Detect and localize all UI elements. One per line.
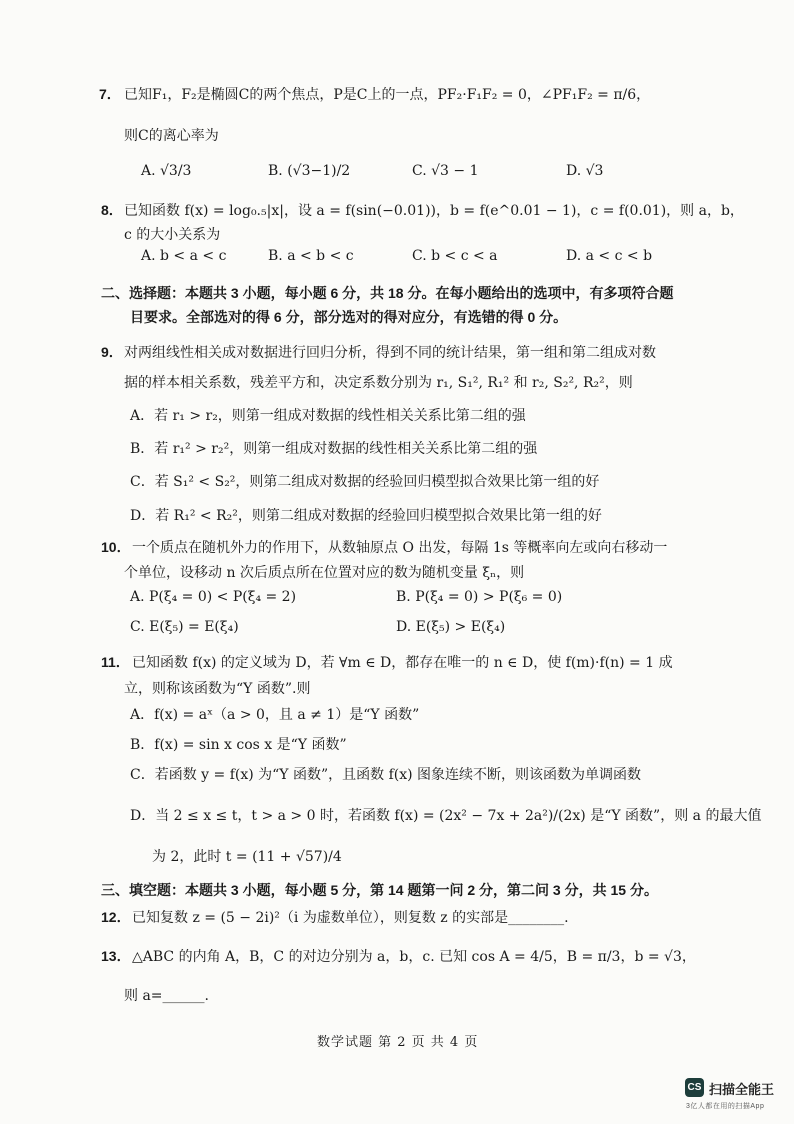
page-footer: 数学试题 第 2 页 共 4 页 (317, 1035, 479, 1050)
question-8-option-b: B. a < b < c (268, 248, 354, 264)
question-11-option-a: A．f(x) = aˣ（a > 0，且 a ≠ 1）是“Y 函数” (130, 707, 420, 723)
question-13-stem: △ABC 的内角 A，B，C 的对边分别为 a，b，c. 已知 cos A = 4/5，B = π/3，b = √3， (132, 949, 696, 965)
question-12-number: 12． (101, 909, 131, 925)
question-8-stem: 已知函数 f(x) = log₀.₅|x|，设 a = f(sin(−0.01))，b = f(e^0.01 − 1)，c = f(0.01)，则 a，b， (124, 203, 744, 219)
section-2-heading-cont: 目要求。全部选对的得 6 分，部分选对的得对应分，有选错的得 0 分。 (130, 309, 568, 325)
question-10-option-a: A. P(ξ₄ = 0) < P(ξ₄ = 2) (130, 589, 297, 605)
question-11-number: 11． (101, 654, 130, 670)
question-12-stem: 已知复数 z = (5 − 2i)²（i 为虚数单位），则复数 z 的实部是________. (132, 910, 569, 926)
question-9-stem: 对两组线性相关成对数据进行回归分析，得到不同的统计结果，第一组和第二组成对数 (124, 345, 656, 361)
question-8-stem-cont: c 的大小关系为 (124, 227, 221, 243)
question-8-option-c: C. b < c < a (412, 248, 498, 264)
question-9-option-c: C．若 S₁² < S₂²，则第二组成对数据的经验回归模型拟合效果比第一组的好 (130, 474, 600, 490)
question-11-option-c: C．若函数 y = f(x) 为“Y 函数”，且函数 f(x) 图象连续不断，则该函数为单调函数 (130, 767, 642, 783)
question-10-stem-cont: 个单位，设移动 n 次后质点所在位置对应的数为随机变量 ξₙ，则 (124, 565, 525, 581)
question-9-option-a: A．若 r₁ > r₂，则第一组成对数据的线性相关关系比第二组的强 (130, 408, 526, 424)
question-9-option-b: B．若 r₁² > r₂²，则第一组成对数据的线性相关关系比第二组的强 (130, 441, 538, 457)
question-7-stem-cont: 则C的离心率为 (124, 128, 219, 144)
question-10-number: 10． (101, 539, 131, 555)
question-10-option-c: C. E(ξ₅) = E(ξ₄) (130, 619, 239, 635)
question-13-stem-cont: 则 a=______. (124, 988, 209, 1004)
question-13-number: 13． (101, 948, 131, 964)
question-7-option-b: B. (√3−1)/2 (268, 163, 351, 179)
question-9-stem-cont: 据的样本相关系数，残差平方和，决定系数分别为 r₁, S₁², R₁² 和 r₂, S₂², R₂²，则 (124, 375, 633, 391)
section-2-heading: 二、选择题：本题共 3 小题，每小题 6 分，共 18 分。在每小题给出的选项中，有多项符合题 (101, 285, 674, 301)
question-8-number: 8． (101, 202, 123, 218)
question-11-stem: 已知函数 f(x) 的定义域为 D，若 ∀m ∈ D，都存在唯一的 n ∈ D，使 f(m)·f(n) = 1 成 (132, 655, 673, 671)
question-7-option-c: C. √3 − 1 (412, 163, 479, 179)
question-9-number: 9． (101, 344, 123, 360)
question-10-stem: 一个质点在随机外力的作用下，从数轴原点 O 出发，每隔 1s 等概率向左或向右移动一 (132, 540, 668, 556)
question-8-option-a: A. b < a < c (141, 248, 227, 264)
question-7-option-a: A. √3/3 (141, 163, 192, 179)
section-3-heading: 三、填空题：本题共 3 小题，每小题 5 分，第 14 题第一问 2 分，第二问 3 分，共 15 分。 (101, 882, 658, 898)
question-8-option-d: D. a < c < b (566, 248, 653, 264)
question-10-option-b: B. P(ξ₄ = 0) > P(ξ₆ = 0) (396, 589, 563, 605)
question-9-option-d: D．若 R₁² < R₂²，则第二组成对数据的经验回归模型拟合效果比第一组的好 (130, 508, 602, 524)
question-7-option-d: D. √3 (566, 163, 604, 179)
question-7-stem: 已知F₁，F₂是椭圆C的两个焦点，P是C上的一点，PF₂·F₁F₂ = 0，∠PF₁F₂ = π/6， (124, 87, 651, 103)
question-11-option-b: B．f(x) = sin x cos x 是“Y 函数” (130, 737, 347, 753)
question-10-option-d: D. E(ξ₅) > E(ξ₄) (396, 619, 506, 635)
question-7-number: 7． (99, 86, 121, 102)
question-11-option-d: D．当 2 ≤ x ≤ t，t > a > 0 时，若函数 f(x) = (2x² − 7x + 2a²)/(2x) 是“Y 函数”，则 a 的最大值 (130, 808, 762, 824)
question-11-option-d-cont: 为 2，此时 t = (11 + √57)/4 (152, 849, 342, 865)
watermark-name: 扫描全能王 (709, 1082, 775, 1097)
watermark-subtitle: 3亿人都在用的扫描App (686, 1103, 765, 1110)
question-11-stem-cont: 立，则称该函数为“Y 函数”.则 (124, 681, 311, 697)
camscanner-logo-icon: CS (685, 1078, 704, 1097)
